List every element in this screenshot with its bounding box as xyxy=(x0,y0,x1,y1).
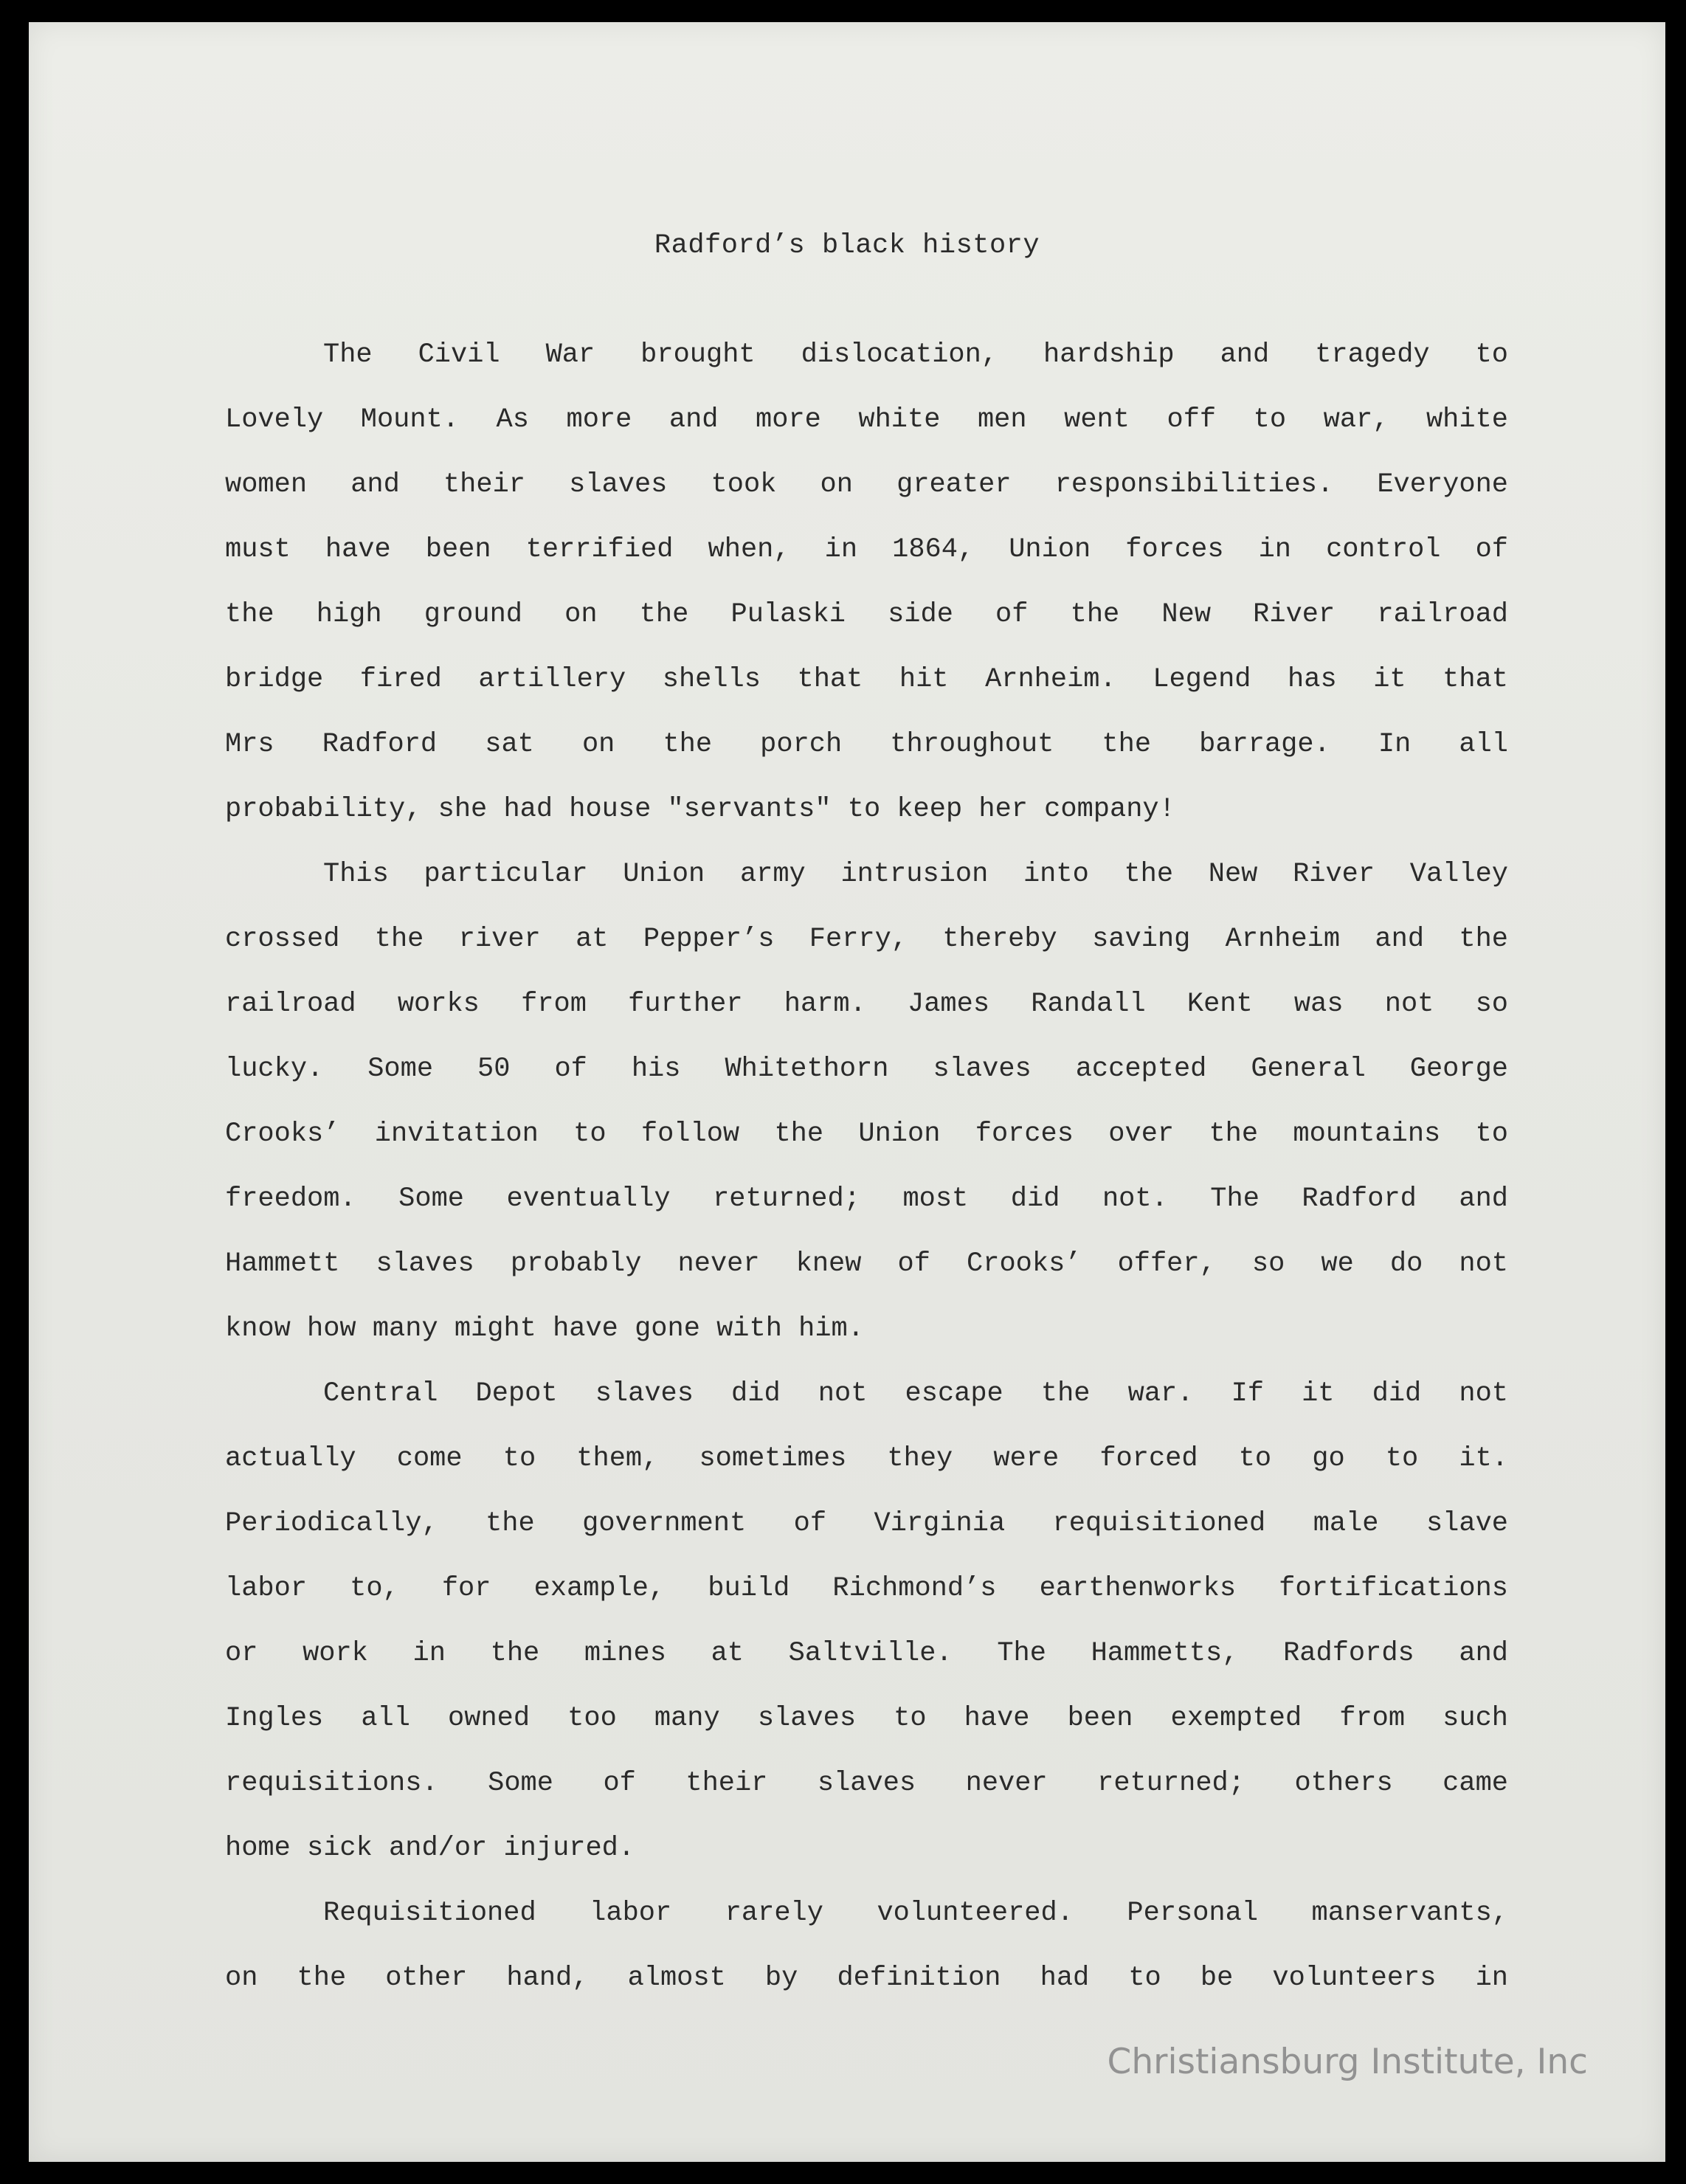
text-line: the high ground on the Pulaski side of the New River railroad xyxy=(225,599,1508,630)
text-line: women and their slaves took on greater responsibilities. Everyone xyxy=(225,469,1508,500)
text-line: on the other hand, almost by definition had to be volunteers in xyxy=(225,1963,1508,1994)
text-line: probability, she had house "servants" to keep her company! xyxy=(225,794,1175,825)
text-line: actually come to them, sometimes they were forced to go to it. xyxy=(225,1443,1508,1474)
text-line: requisitions. Some of their slaves never returned; others came xyxy=(225,1768,1508,1799)
text-line: Hammett slaves probably never knew of Crooks’ offer, so we do not xyxy=(225,1248,1508,1279)
text-line: home sick and/or injured. xyxy=(225,1833,635,1864)
text-line: or work in the mines at Saltville. The Hammetts, Radfords and xyxy=(225,1638,1508,1669)
text-line: Lovely Mount. As more and more white men went off to war, white xyxy=(225,404,1508,435)
document-page xyxy=(29,22,1665,2162)
text-line: labor to, for example, build Richmond’s earthenworks fortifications xyxy=(225,1573,1508,1604)
text-line: Crooks’ invitation to follow the Union forces over the mountains to xyxy=(225,1119,1508,1150)
text-line: Central Depot slaves did not escape the war. If it did not xyxy=(323,1378,1508,1409)
text-line: Periodically, the government of Virginia requisitioned male slave xyxy=(225,1508,1508,1539)
text-line: This particular Union army intrusion into the New River Valley xyxy=(323,859,1508,890)
text-line: freedom. Some eventually returned; most did not. The Radford and xyxy=(225,1183,1508,1214)
text-line: railroad works from further harm. James Randall Kent was not so xyxy=(225,989,1508,1020)
watermark: Christiansburg Institute, Inc xyxy=(1107,2042,1588,2082)
paragraph-1 xyxy=(225,322,1508,842)
paragraph-2 xyxy=(225,842,1508,1361)
text-line: must have been terrified when, in 1864, Union forces in control of xyxy=(225,534,1508,565)
text-line: lucky. Some 50 of his Whitethorn slaves accepted General George xyxy=(225,1054,1508,1085)
paragraph-3 xyxy=(225,1361,1508,1881)
text-line: The Civil War brought dislocation, hardship and tragedy to xyxy=(323,339,1508,370)
document-body xyxy=(225,322,1508,2011)
text-line: Ingles all owned too many slaves to have been exempted from such xyxy=(225,1703,1508,1734)
paragraph-4 xyxy=(225,1881,1508,2011)
text-line: crossed the river at Pepper’s Ferry, thereby saving Arnheim and the xyxy=(225,924,1508,955)
page-title: Radford’s black history xyxy=(654,230,1040,261)
text-line: bridge fired artillery shells that hit Arnheim. Legend has it that xyxy=(225,664,1508,695)
text-line: Requisitioned labor rarely volunteered. Personal manservants, xyxy=(323,1898,1508,1929)
text-line: know how many might have gone with him. xyxy=(225,1313,864,1344)
text-line: Mrs Radford sat on the porch throughout the barrage. In all xyxy=(225,729,1508,760)
